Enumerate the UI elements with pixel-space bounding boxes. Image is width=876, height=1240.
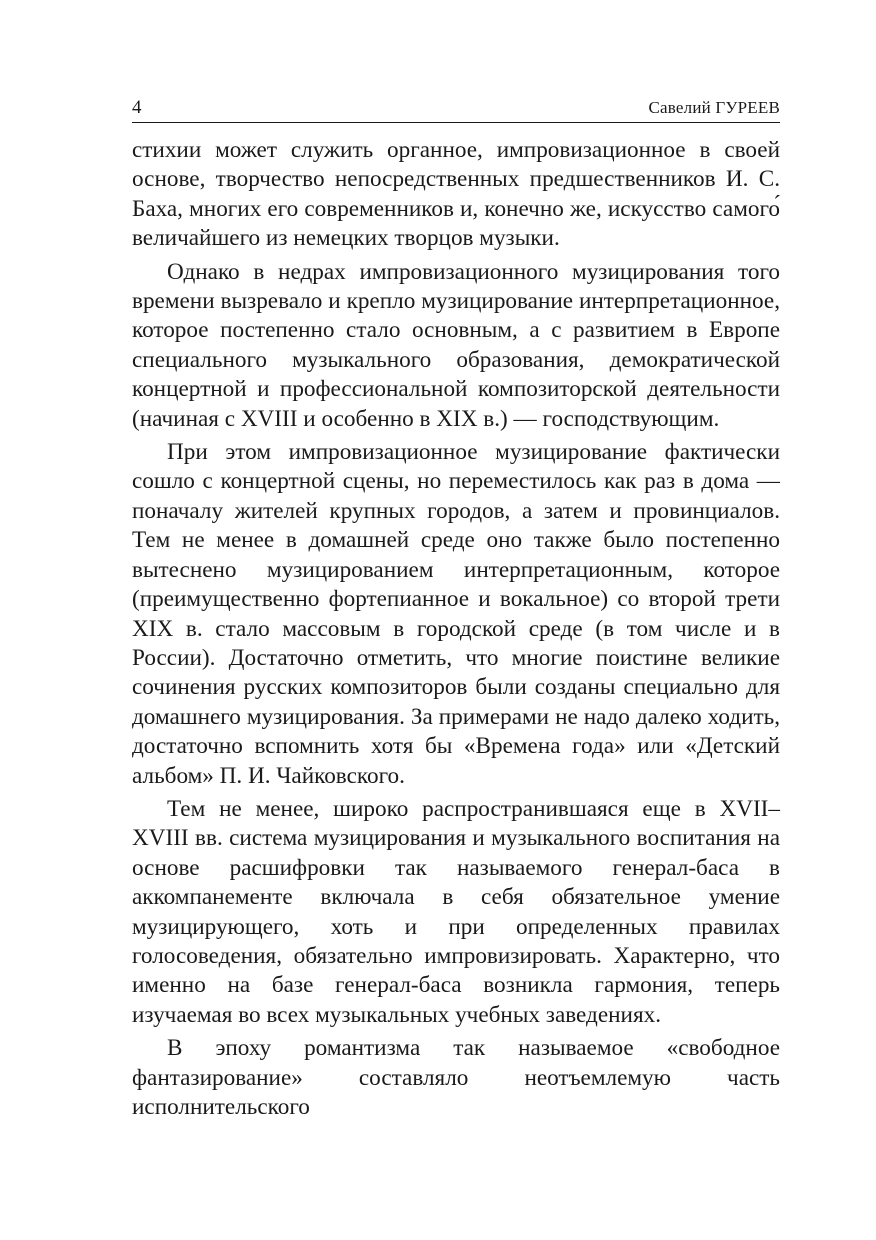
paragraph: В эпоху романтизма так называемое «свободное фантазирование» составляло неотъемлемую часть исполнительского (132, 1035, 780, 1120)
paragraph: стихии может служить органное, импровизационное в своей основе, творчество непосредственных предшественников И. С. Баха, многих его современников и, конечно же, искусство самого́ величайшего из немецких творцов музыки. (132, 137, 780, 252)
book-page (132, 98, 780, 1126)
paragraph: Однако в недрах импровизационного музицирования того времени вызревало и крепло музицирование интерпретационное, которое постепенно стало основным, а с развитием в Европе специального музыкального образования, демократической концертной и профессиональной композиторской деятельности (начиная с XVIII и особенно в XIX в.) — господствующим. (132, 258, 780, 432)
paragraph: Тем не менее, широко распространившаяся еще в XVII–XVIII вв. система музицирования и музыкального воспитания на основе расшифровки так называемого генерал-баса в аккомпанементе включала в себя обязательное умение музицирующего, хоть и при определенных правилах голосоведения, обязательно импровизировать. Характерно, что именно на базе генерал-баса возникла гармония, теперь изучаемая во всех музыкальных учебных заведениях. (132, 795, 780, 1028)
running-title: Савелий ГУРЕЕВ (648, 98, 780, 117)
page-number: 4 (132, 97, 142, 118)
running-header (132, 98, 780, 123)
body-text (132, 136, 780, 1122)
paragraph: При этом импровизационное музицирование фактически сошло с концертной сцены, но переместилось как раз в дома — поначалу жителей крупных городов, а затем и провинциалов. Тем не менее в домашней среде оно также было постепенно вытеснено музицированием интерпретационным, которое (преимущественно фортепианное и вокальное) со второй трети XIX в. стало массовым в городской среде (в том числе и в России). Достаточно отметить, что многие поистине великие сочинения русских композиторов были созданы специально для домашнего музицирования. За примерами не надо далеко ходить, достаточно вспомнить хотя бы «Времена года» или «Детский альбом» П. И. Чайковского. (132, 439, 780, 789)
